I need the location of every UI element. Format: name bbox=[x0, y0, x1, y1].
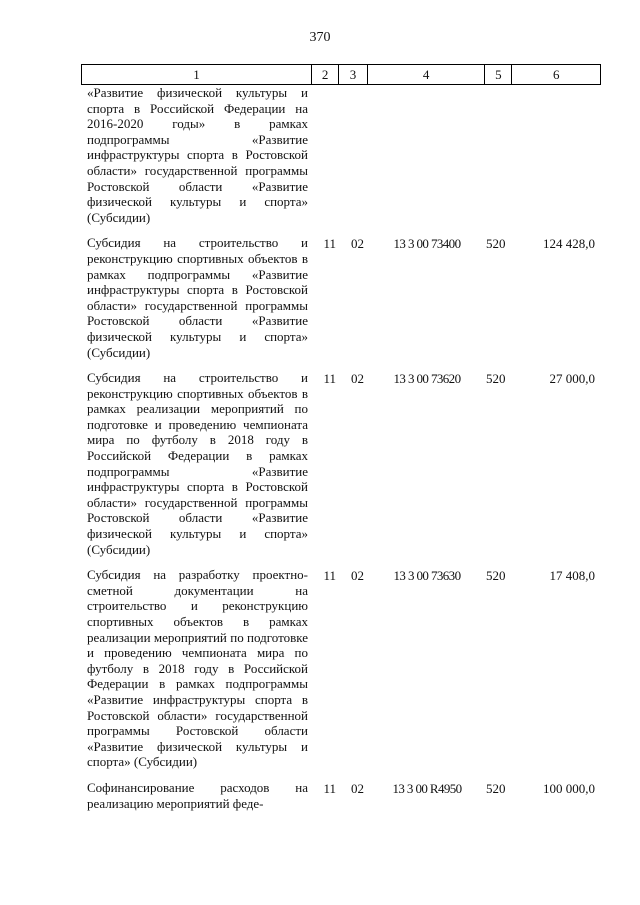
row-description: Софинансирование расходов на реализацию мероприятий феде- bbox=[87, 779, 308, 811]
row-description: Субсидия на строительство и реконструкцию спортивных объектов в рамках реализации мероприятий по подготовке и проведению чемпионата мира по футболу в 2018 году в Российской Федерации в рамках подпрограммы «Развитие инфраструктуры спорта в Ростовской области» государственной программы Ростовской области «Развитие физической культуры и спорта» (Субсидии) bbox=[87, 370, 308, 557]
row-amount: 100 000,0 bbox=[543, 780, 595, 796]
row-description: Субсидия на разработку проектно-сметной документации на строительство и реконструкцию спортивных объектов в рамках реализации мероприятий по подготовке и проведению чемпионата мира по футболу в 2018 году в Российской Федерации в рамках подпрограммы «Развитие инфраструктуры спорта в Ростовской области» государственной программы Ростовской области «Развитие физической культуры и спорта» (Субсидии) bbox=[87, 567, 308, 770]
row-expense-type bbox=[486, 85, 513, 225]
table-row bbox=[81, 567, 601, 770]
row-subsection: 02 bbox=[351, 371, 364, 387]
row-section bbox=[312, 85, 339, 225]
page-number: 370 bbox=[309, 30, 331, 45]
row-expense-type: 520 bbox=[486, 236, 506, 252]
row-target-code: 13 3 00 R4950 bbox=[392, 780, 462, 796]
row-target-code bbox=[368, 85, 486, 225]
table-row bbox=[81, 85, 601, 225]
row-amount bbox=[513, 85, 601, 225]
header-col-6: 6 bbox=[552, 67, 560, 82]
row-amount: 27 000,0 bbox=[549, 371, 595, 387]
header-col-5: 5 bbox=[485, 65, 512, 84]
row-description: Субсидия на строительство и реконструкцию спортивных объектов в рамках подпрограммы «Развитие инфраструктуры спорта в Ростовской области» государственной программы Ростовской области «Развитие физической культуры и спорта» (Субсидии) bbox=[87, 235, 308, 360]
row-description: «Развитие физической культуры и спорта в Российской Федерации на 2016-2020 годы» в рамках подпрограммы «Развитие инфраструктуры спорта в Ростовской области» государственной программы Ростовской области «Развитие физической культуры и спорта» (Субсидии) bbox=[87, 85, 308, 225]
table-row bbox=[81, 370, 601, 557]
row-subsection: 02 bbox=[351, 780, 364, 796]
table-row bbox=[81, 780, 601, 811]
table-header bbox=[81, 64, 601, 85]
row-subsection: 02 bbox=[351, 236, 364, 252]
row-expense-type: 520 bbox=[486, 371, 506, 387]
row-section: 11 bbox=[323, 371, 336, 387]
row-amount: 17 408,0 bbox=[549, 568, 595, 584]
header-col-2: 2 bbox=[312, 65, 339, 84]
header-col-3: 3 bbox=[339, 65, 368, 84]
row-subsection: 02 bbox=[351, 568, 364, 584]
table-row bbox=[81, 235, 601, 360]
budget-table bbox=[81, 64, 601, 811]
row-target-code: 13 3 00 73400 bbox=[393, 236, 461, 252]
row-subsection bbox=[339, 85, 368, 225]
row-section: 11 bbox=[323, 780, 336, 796]
row-expense-type: 520 bbox=[486, 780, 506, 796]
header-col-1: 1 bbox=[82, 65, 312, 84]
row-expense-type: 520 bbox=[486, 568, 506, 584]
row-section: 11 bbox=[323, 236, 336, 252]
row-section: 11 bbox=[323, 568, 336, 584]
header-col-4: 4 bbox=[368, 65, 486, 84]
row-amount: 124 428,0 bbox=[543, 236, 595, 252]
row-target-code: 13 3 00 73620 bbox=[393, 371, 461, 387]
row-target-code: 13 3 00 73630 bbox=[393, 568, 461, 584]
